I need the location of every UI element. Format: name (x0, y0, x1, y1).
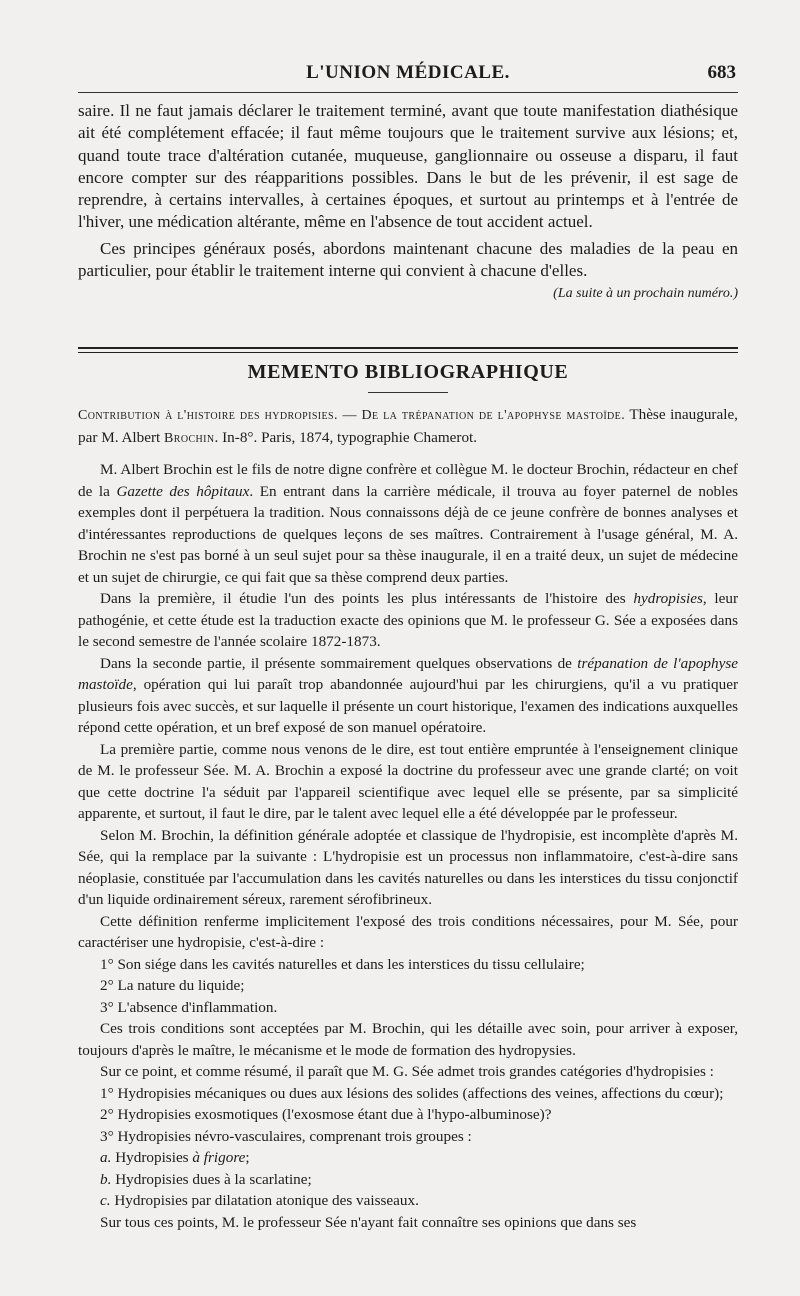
paragraph: Selon M. Brochin, la définition générale adoptée et classique de l'hydropisie, est incomplète d'après M. Sée, qui la remplace par la suivante : L'hydropisie est un processus non inflammatoire, c'est-à-dire sans néoplasie, constituée par l'accumulation dans les cavités naturelles ou dans les interstices du tissu conjonctif d'un liquide ordinairement séreux, rarement sérofibrineux. (78, 826, 738, 908)
citation-title: Contribution à l'histoire des hydropisies. — De la trépanation de l'apophyse mastoïde. (78, 408, 626, 423)
paragraph: Sur ce point, et comme résumé, il paraît que M. G. Sée admet trois grandes catégories d'hydropisies : (100, 1063, 714, 1080)
paragraph: Dans la seconde partie, il présente sommairement quelques observations de trépanation de l'apophyse mastoïde, opération qui lui paraît trop abandonnée aujourd'hui par les chirurgiens, qu'il a vu pratiquer plusieurs fois avec succès, et sur laquelle il présente un court historique, l'examen des indications auxquelles répond cette opération, et un bref exposé de son manuel opératoire. (78, 654, 738, 736)
list-item: 2° Hydropisies exosmotiques (l'exosmose étant due à l'hypo-albuminose)? (100, 1106, 552, 1123)
section-divider (78, 347, 738, 353)
list-item: b. Hydropisies dues à la scarlatine; (100, 1170, 312, 1188)
book-review (78, 404, 738, 1233)
header-rule (78, 92, 738, 93)
paragraph: Ces principes généraux posés, abordons maintenant chacune des maladies de la peau en particulier, pour établir le traitement interne qui convient à chacune d'elles. (78, 238, 738, 281)
list-item: 3° L'absence d'inflammation. (100, 998, 278, 1016)
list-item: 1° Hydropisies mécaniques ou dues aux lésions des solides (affections des veines, affections du cœur); (100, 1084, 724, 1102)
paragraph: La première partie, comme nous venons de le dire, est tout entière empruntée à l'enseignement clinique de M. le professeur Sée. M. A. Brochin a exposé la doctrine du professeur avec une grande clarté; on voit que cette doctrine l'a séduit par l'appareil scientifique avec lequel elle se présente, par sa simplicité apparente, et surtout, il faut le dire, par le talent avec lequel elle a été développée par le professeur. (78, 740, 738, 822)
section-title: MEMENTO BIBLIOGRAPHIQUE (247, 361, 569, 383)
citation-author: Brochin (164, 430, 215, 446)
paragraph: M. Albert Brochin est le fils de notre digne confrère et collègue M. le docteur Brochin, rédacteur en chef de la Gazette des hôpitaux. En entrant dans la carrière médicale, il trouva au foyer paternel de nobles exemples dont il perpétuera la tradition. Nous connaissons déjà de ce jeune confrère de bonnes analyses et d'intéressantes reproductions de quelques leçons de ses maîtres. Contrairement à l'usage général, M. A. Brochin ne s'est pas borné à un seul sujet pour sa thèse inaugurale, il en a traité deux, un sujet de médecine et un sujet de chirurgie, ce qui fait que sa thèse comprend deux parties. (78, 461, 739, 586)
paragraph: Dans la première, il étudie l'un des points les plus intéressants de l'histoire des hydropisies, leur pathogénie, et cette étude est la traduction exacte des opinions que M. le professeur G. Sée a exposées dans le second semestre de l'année scolaire 1872-1873. (78, 590, 738, 650)
paragraph: Cette définition renferme implicitement l'exposé des trois conditions nécessaires, pour M. Sée, pour caractériser une hydropisie, c'est-à-dire : (78, 912, 738, 951)
continuation-note: (La suite à un prochain numéro.) (553, 286, 738, 302)
journal-name: Gazette des hôpitaux (116, 482, 250, 500)
title-underline (368, 392, 448, 393)
citation: Contribution à l'histoire des hydropisies. — De la trépanation de l'apophyse mastoïde. Thèse inaugurale, par M. Albert Brochin. In-8°. Paris, 1874, typographie Chamerot. (78, 406, 738, 446)
list-item: 3° Hydropisies névro-vasculaires, comprenant trois groupes : (100, 1127, 472, 1145)
list-item: a. Hydropisies à frigore; (100, 1149, 250, 1166)
list-item: 1° Son siége dans les cavités naturelles et dans les interstices du tissu cellulaire; (100, 955, 585, 973)
list-item: c. Hydropisies par dilatation atonique des vaisseaux. (100, 1192, 419, 1209)
paragraph: saire. Il ne faut jamais déclarer le traitement terminé, avant que toute manifestation diathésique ait été complétement effacée; il faut même toujours que le traitement survive aux lésions; et, quand toute trace d'altération cutanée, muqueuse, ganglionnaire ou osseuse a disparu, il faut encore compter sur des réapparitions possibles. Dans le but de les prévenir, il est sage de reprendre, à certains intervalles, à certaines époques, et surtout au printemps et à l'entrée de l'hiver, une médication altérante, même en l'absence de tout accident actuel. (78, 101, 738, 232)
article-ending (78, 100, 738, 306)
paragraph: Ces trois conditions sont acceptées par M. Brochin, qui les détaille avec soin, pour arriver à exposer, toujours d'après le maître, le mécanisme et le mode de formation des hydropysies. (78, 1020, 738, 1059)
page-header (78, 62, 738, 86)
list-item: 2° La nature du liquide; (100, 977, 245, 994)
paragraph: Sur tous ces points, M. le professeur Sée n'ayant fait connaître ses opinions que dans ses (100, 1213, 637, 1231)
journal-title: L'UNION MÉDICALE. (306, 62, 510, 83)
page-number: 683 (707, 62, 736, 83)
